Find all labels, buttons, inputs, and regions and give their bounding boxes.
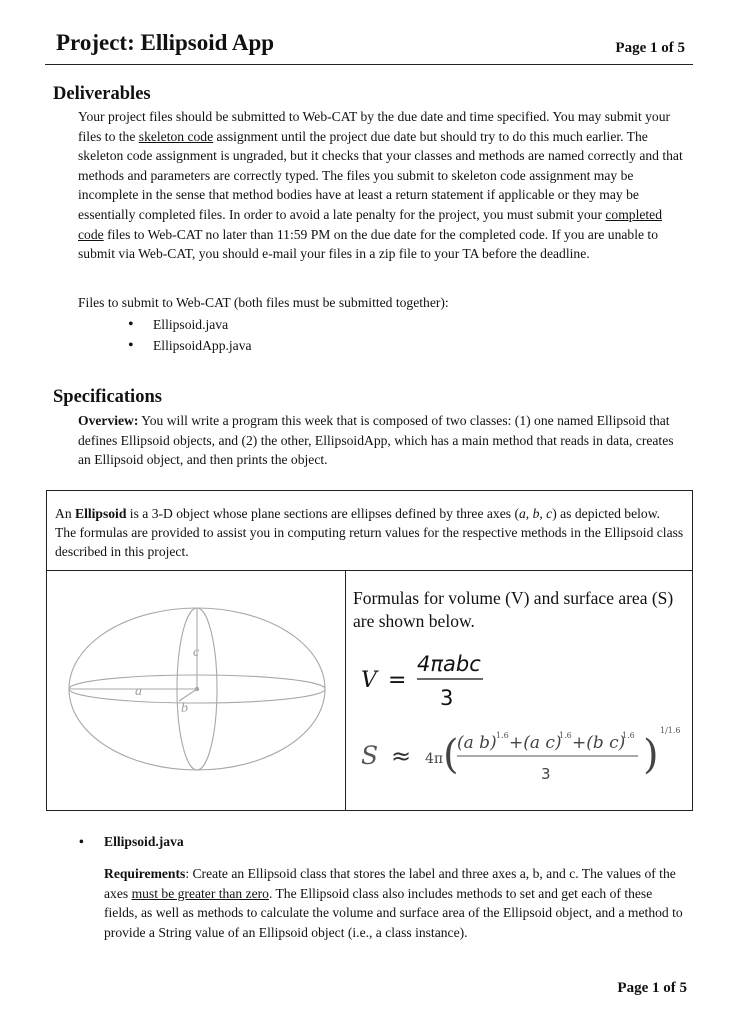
volume-lhs: V: [361, 668, 377, 693]
volume-numerator: 4πabc: [417, 652, 481, 676]
surface-exp-ab: 1.6: [496, 731, 509, 740]
footer-page-number: Page 1 of 5: [617, 980, 687, 996]
ellipsoid-requirements: Requirements: Create an Ellipsoid class that stores the label and three axes a, b, and c. The values of the axes must be greater than zero. The Ellipsoid class also includes methods to set and get each of these fields, as well as methods to calculate the volume and surface area of the Ellipsoid object, and a method to provide a String value of an Ellipsoid object (i.e., a class instance).: [104, 866, 683, 940]
surface-right-paren: ): [643, 732, 659, 778]
surface-term-ab: (a b): [457, 733, 497, 753]
ellipsoid-description: An Ellipsoid is a 3-D object whose plane sections are ellipses defined by three axes (a, b, c) as depicted below. The formulas are provided to assist you in computing return values for the respective methods in the Ellipsoid class described in this project.: [47, 491, 692, 571]
completed-code-link[interactable]: completed code: [78, 206, 663, 242]
surface-coefficient: 4π: [425, 751, 444, 767]
box-column-divider: [345, 571, 346, 810]
surface-term-ac: +(a c): [509, 733, 562, 753]
list-item: • EllipsoidApp.java: [128, 335, 528, 356]
volume-formula: [353, 641, 688, 711]
axis-c-label: c: [193, 645, 200, 660]
deliverables-paragraph: Your project files should be submitted to Web-CAT by the due date and time specified. You may submit your files to the skeleton code assignment until the project due date but should try to do this much earlier. The skeleton code assignment is ungraded, but it checks that your classes and methods are named correctly and that methods and parameters are correctly typed. The files you submit to skeleton code assignment may be incomplete in the sense that method bodies have at least a return statement if applicable or they may be essentially completed files. In order to avoid a late penalty for the project, you must submit your completed code files to Web-CAT no later than 11:59 PM on the due date for the completed code. If you are unable to submit via Web-CAT, you should e-mail your files in a zip file to your TA before the deadline.: [78, 109, 683, 262]
header-divider: [45, 64, 693, 65]
document-title: Project: Ellipsoid App: [56, 30, 275, 55]
surface-term-bc: +(b c): [572, 733, 626, 753]
header-page-number: Page 1 of 5: [615, 40, 685, 56]
volume-denominator: 3: [440, 686, 454, 710]
ellipsoid-java-bullet: •: [79, 834, 84, 849]
surface-exp-bc: 1.6: [622, 731, 635, 740]
overview-paragraph: Overview: You will write a program this week that is composed of two classes: (1) one named Ellipsoid that defines Ellipsoid objects, and (2) the other, EllipsoidApp, which has a main method that reads in data, creates an Ellipsoid object, and then prints the object.: [78, 413, 674, 468]
ellipsoid-java-title: Ellipsoid.java: [104, 834, 184, 849]
axis-a-label: a: [135, 684, 142, 699]
overview-label: Overview:: [78, 413, 139, 428]
surface-outer-exponent: 1/1.6: [660, 726, 681, 735]
axis-b-line: [179, 689, 197, 701]
deliverables-heading: Deliverables: [53, 84, 151, 104]
files-list: [128, 314, 528, 356]
list-item: • Ellipsoid.java: [128, 314, 528, 335]
files-intro: Files to submit to Web-CAT (both files must be submitted together):: [78, 295, 449, 310]
formula-intro: Formulas for volume (V) and surface area (S) are shown below.: [353, 588, 674, 631]
surface-left-paren: (: [443, 732, 459, 778]
surface-denominator: 3: [541, 765, 551, 783]
surface-lhs: S: [361, 741, 379, 770]
surface-approx: ≈: [391, 742, 412, 770]
skeleton-code-link[interactable]: skeleton code: [138, 128, 214, 144]
axis-b-label: b: [181, 701, 188, 716]
surface-area-formula: [353, 721, 693, 801]
surface-exp-ac: 1.6: [559, 731, 572, 740]
ellipsoid-diagram: [47, 571, 345, 811]
specifications-heading: Specifications: [53, 387, 162, 407]
ellipsoid-info-box: [46, 490, 693, 811]
volume-equals: =: [388, 668, 407, 693]
